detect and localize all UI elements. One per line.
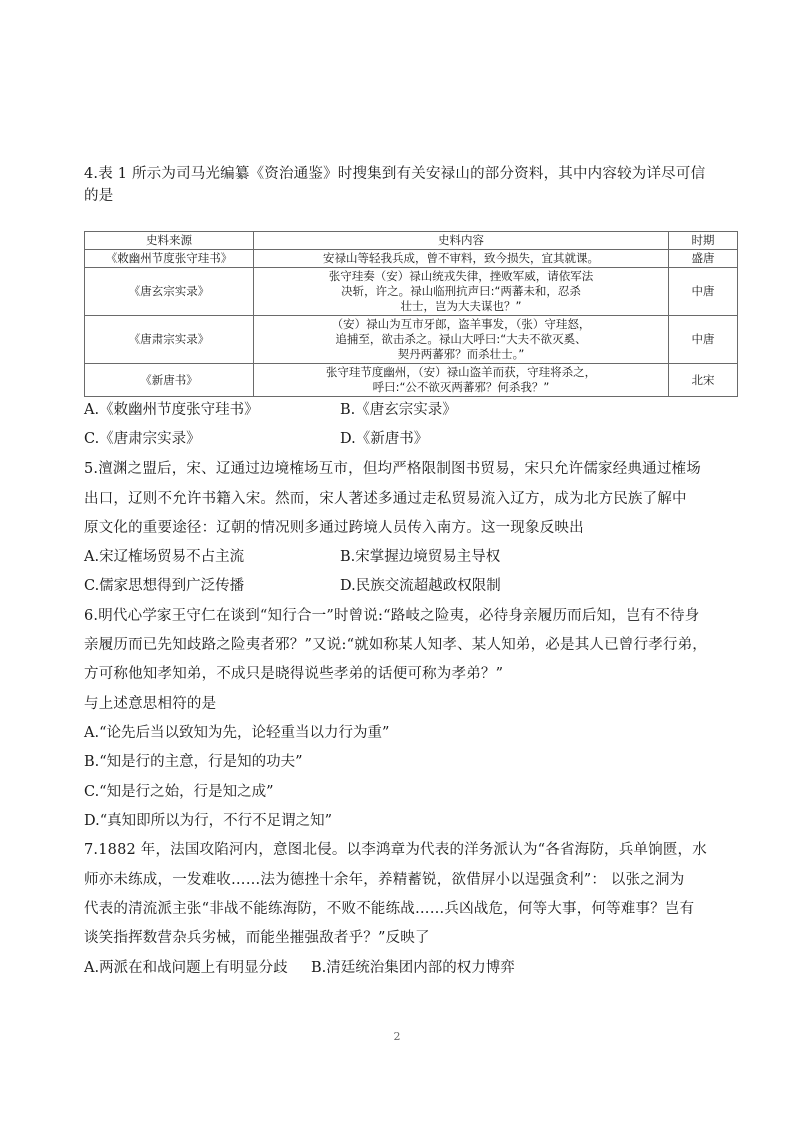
row-source: 《敕幽州节度张守珪书》 <box>85 250 254 268</box>
row-source: 《唐肃宗实录》 <box>85 316 254 364</box>
content-line: 呼曰:“公不欲灭两蕃邪？何杀我？” <box>372 380 550 394</box>
row-content <box>254 268 669 316</box>
q6-stem-line2: 亲履历而已先知歧路之险夷者邪？”又说:“就如称某人知孝、某人知弟，必是其人已曾行孝行弟， <box>84 637 708 653</box>
header-period: 时期 <box>669 232 738 250</box>
row-content <box>254 316 669 364</box>
q6-stem-line4: 与上述意思相符的是 <box>84 696 217 712</box>
content-line: 壮士，岂为大夫谋也？” <box>400 299 522 313</box>
q5-stem-line3: 原文化的重要途径：辽朝的情况则多通过跨境人员传入南方。这一现象反映出 <box>84 520 584 536</box>
row-period: 中唐 <box>669 316 738 364</box>
q7-stem-line3: 代表的清流派主张“非战不能练海防，不败不能练战……兵凶战危，何等大事，何等难事？岂有 <box>84 901 695 917</box>
row-source: 《唐玄宗实录》 <box>85 268 254 316</box>
row-period: 盛唐 <box>669 250 738 268</box>
content-line: 张守珪节度幽州，（安）禄山盗羊而获，守珪将杀之， <box>325 365 597 379</box>
q6-option-b[interactable]: B.“知是行的主意，行是知的功夫” <box>84 754 303 770</box>
table-row <box>85 268 738 316</box>
page-number: 2 <box>393 1030 401 1043</box>
q7-stem-line4: 谈笑指挥数营杂兵劣械，而能坐摧强敌者乎？”反映了 <box>84 930 430 946</box>
content-line: 契丹两蕃邪？而杀壮士。” <box>397 347 525 361</box>
q5-option-b[interactable]: B.宋掌握边境贸易主导权 <box>340 549 501 565</box>
q5-stem-line1: 5.澶渊之盟后，宋、辽通过边境榷场互市，但均严格限制图书贸易，宋只允许儒家经典通过榷场 <box>84 461 701 477</box>
content-line: 决斩，许之。禄山临刑抗声曰:“两蕃未和，忍杀 <box>341 284 581 298</box>
content-line: 安禄山等轻我兵成，曾不审料，致今损失，宜其就课。 <box>323 251 599 265</box>
content-line: 追捕至，欲击杀之。禄山大呼曰:“大夫不欲灭奚、 <box>335 332 587 346</box>
q5-option-d[interactable]: D.民族交流超越政权限制 <box>340 578 501 594</box>
q6-stem-line1: 6.明代心学家王守仁在谈到“知行合一”时曾说:“路岐之险夷，必待身亲履历而后知，岂有不待身 <box>84 608 700 624</box>
q4-option-d[interactable]: D.《新唐书》 <box>340 431 429 447</box>
q4-option-c[interactable]: C.《唐肃宗实录》 <box>84 431 201 447</box>
content-line: （安）禄山为互市牙郎，盗羊事发，（张）守珪怒， <box>331 317 591 331</box>
row-period: 北宋 <box>669 364 738 397</box>
q7-stem-line2: 师亦未练成，一发难收……法为德挫十余年，养精蓄锐，欲借屏小以逞强贪利”： 以张之洞为 <box>84 872 685 888</box>
q4-option-a[interactable]: A.《敕幽州节度张守珪书》 <box>84 402 259 418</box>
q6-option-d[interactable]: D.“真知即所以为行，不行不足谓之知” <box>84 813 333 829</box>
q7-stem-line1: 7.1882 年，法国攻陷河内，意图北侵。以李鸿章为代表的洋务派认为“各省海防，兵单饷匮，水 <box>84 842 707 858</box>
q6-stem-line3: 方可称他知孝知弟，不成只是晓得说些孝弟的话便可称为孝弟？” <box>84 666 504 682</box>
table-row <box>85 316 738 364</box>
row-content <box>254 364 669 397</box>
row-content <box>254 250 669 268</box>
q6-option-c[interactable]: C.“知是行之始，行是知之成” <box>84 784 274 800</box>
q5-stem-line2: 出口，辽则不允许书籍入宋。然而，宋人著述多通过走私贸易流入辽方，成为北方民族了解中 <box>84 491 687 507</box>
q4-option-b[interactable]: B.《唐玄宗实录》 <box>340 402 457 418</box>
content-line: 张守珪奏（安）禄山统戎失律，挫败军威，请依军法 <box>328 269 594 283</box>
q5-option-c[interactable]: C.儒家思想得到广泛传播 <box>84 578 245 594</box>
q4-stem-line1: 4.表 1 所示为司马光编纂《资治通鉴》时搜集到有关安禄山的部分资料，其中内容较为详尽可信 <box>84 166 706 182</box>
header-content: 史料内容 <box>254 232 669 250</box>
row-period: 中唐 <box>669 268 738 316</box>
q5-option-a[interactable]: A.宋辽榷场贸易不占主流 <box>84 549 245 565</box>
source-table <box>84 231 738 397</box>
q7-option-a[interactable]: A.两派在和战问题上有明显分歧 <box>84 960 288 976</box>
q7-option-b[interactable]: B.清廷统治集团内部的权力博弈 <box>311 960 515 976</box>
q4-stem-line2: 的是 <box>84 188 114 204</box>
q6-option-a[interactable]: A.“论先后当以致知为先，论轻重当以力行为重” <box>84 725 390 741</box>
table-row <box>85 364 738 397</box>
header-source: 史料来源 <box>85 232 254 250</box>
row-source: 《新唐书》 <box>85 364 254 397</box>
table-header-row <box>85 232 738 250</box>
table-row <box>85 250 738 268</box>
